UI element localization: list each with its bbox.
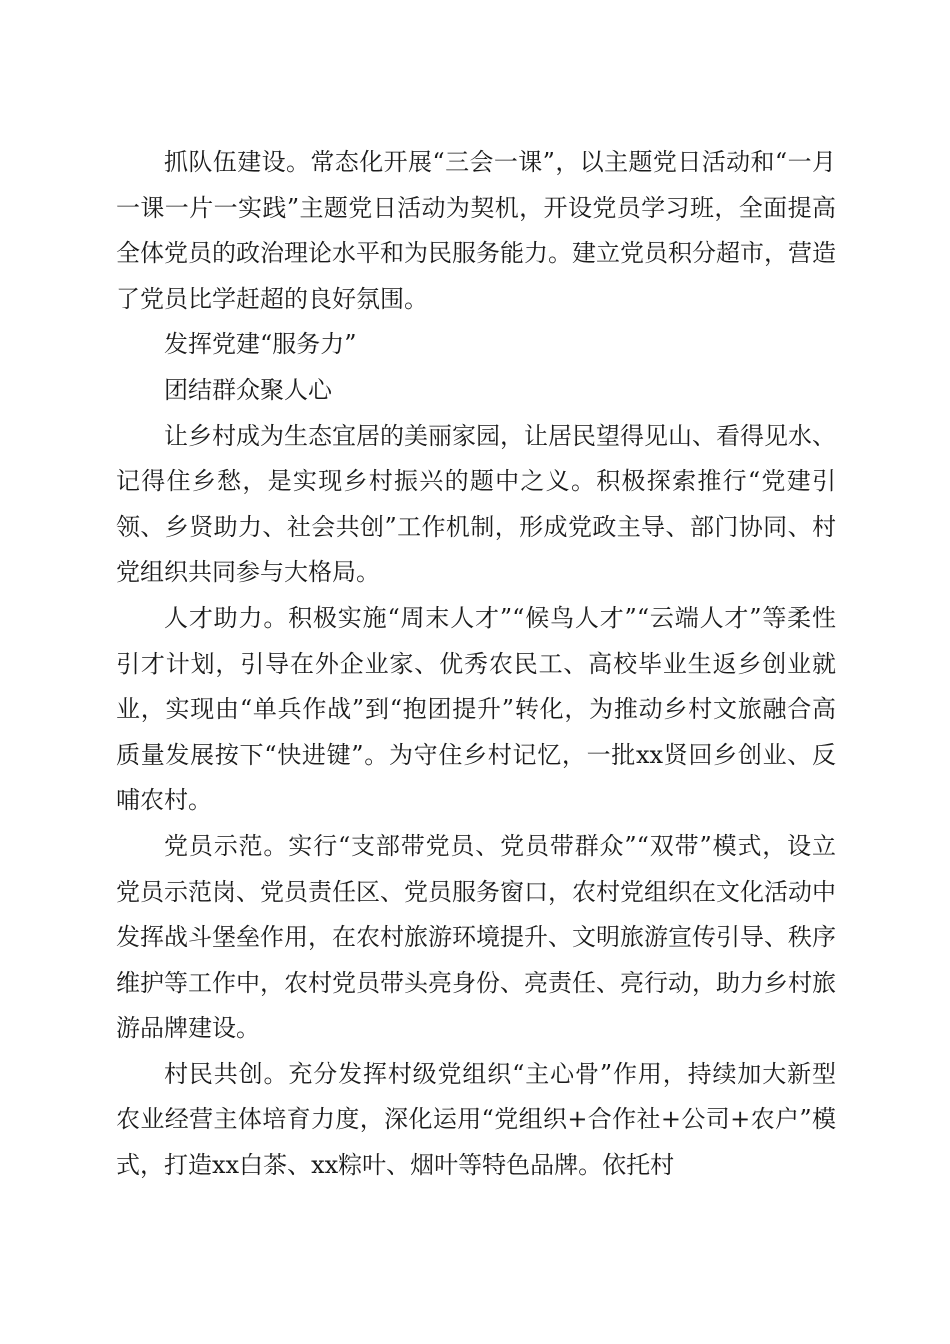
paragraph-party-member-demonstration: 党员示范。实行“支部带党员、党员带群众”“双带”模式，设立党员示范岗、党员责任区、党员服务窗口，农村党组织在文化活动中发挥战斗堡垒作用，在农村旅游环境提升、文明旅游宣传引导、秩序维护等工作中，农村党员带头亮身份、亮责任、亮行动，助力乡村旅游品牌建设。: [116, 831, 836, 1043]
section-heading-service-power: 发挥党建“服务力”: [164, 330, 357, 359]
paragraph-team-building: 抓队伍建设。常态化开展“三会一课”，以主题党日活动和“一月一课一片一实践”主题党日活动为契机，开设党员学习班，全面提高全体党员的政治理论水平和为民服务能力。建立党员积分超市，营造了党员比学赶超的良好氛围。: [116, 148, 836, 313]
paragraph-ecological-homeland: 让乡村成为生态宜居的美丽家园，让居民望得见山、看得见水、记得住乡愁，是实现乡村振兴的题中之义。积极探索推行“党建引领、乡贤助力、社会共创”工作机制，形成党政主导、部门协同、村党组织共同参与大格局。: [116, 421, 836, 587]
paragraph-talent-assistance: 人才助力。积极实施“周末人才”“候鸟人才”“云端人才”等柔性引才计划，引导在外企业家、优秀农民工、高校毕业生返乡创业就业，实现由“单兵作战”到“抱团提升”转化，为推动乡村文旅融合高质量发展按下“快进键”。为守住乡村记忆，一批xx贤回乡创业、反哺农村。: [116, 603, 836, 815]
paragraph-villager-co-creation: 村民共创。充分发挥村级党组织“主心骨”作用，持续加大新型农业经营主体培育力度，深化运用“党组织+合作社+公司+农户”模式，打造xx白茶、xx粽叶、烟叶等特色品牌。依托村: [116, 1059, 836, 1180]
section-subheading-unite-masses: 团结群众聚人心: [164, 375, 332, 404]
document-body: [116, 140, 836, 1189]
